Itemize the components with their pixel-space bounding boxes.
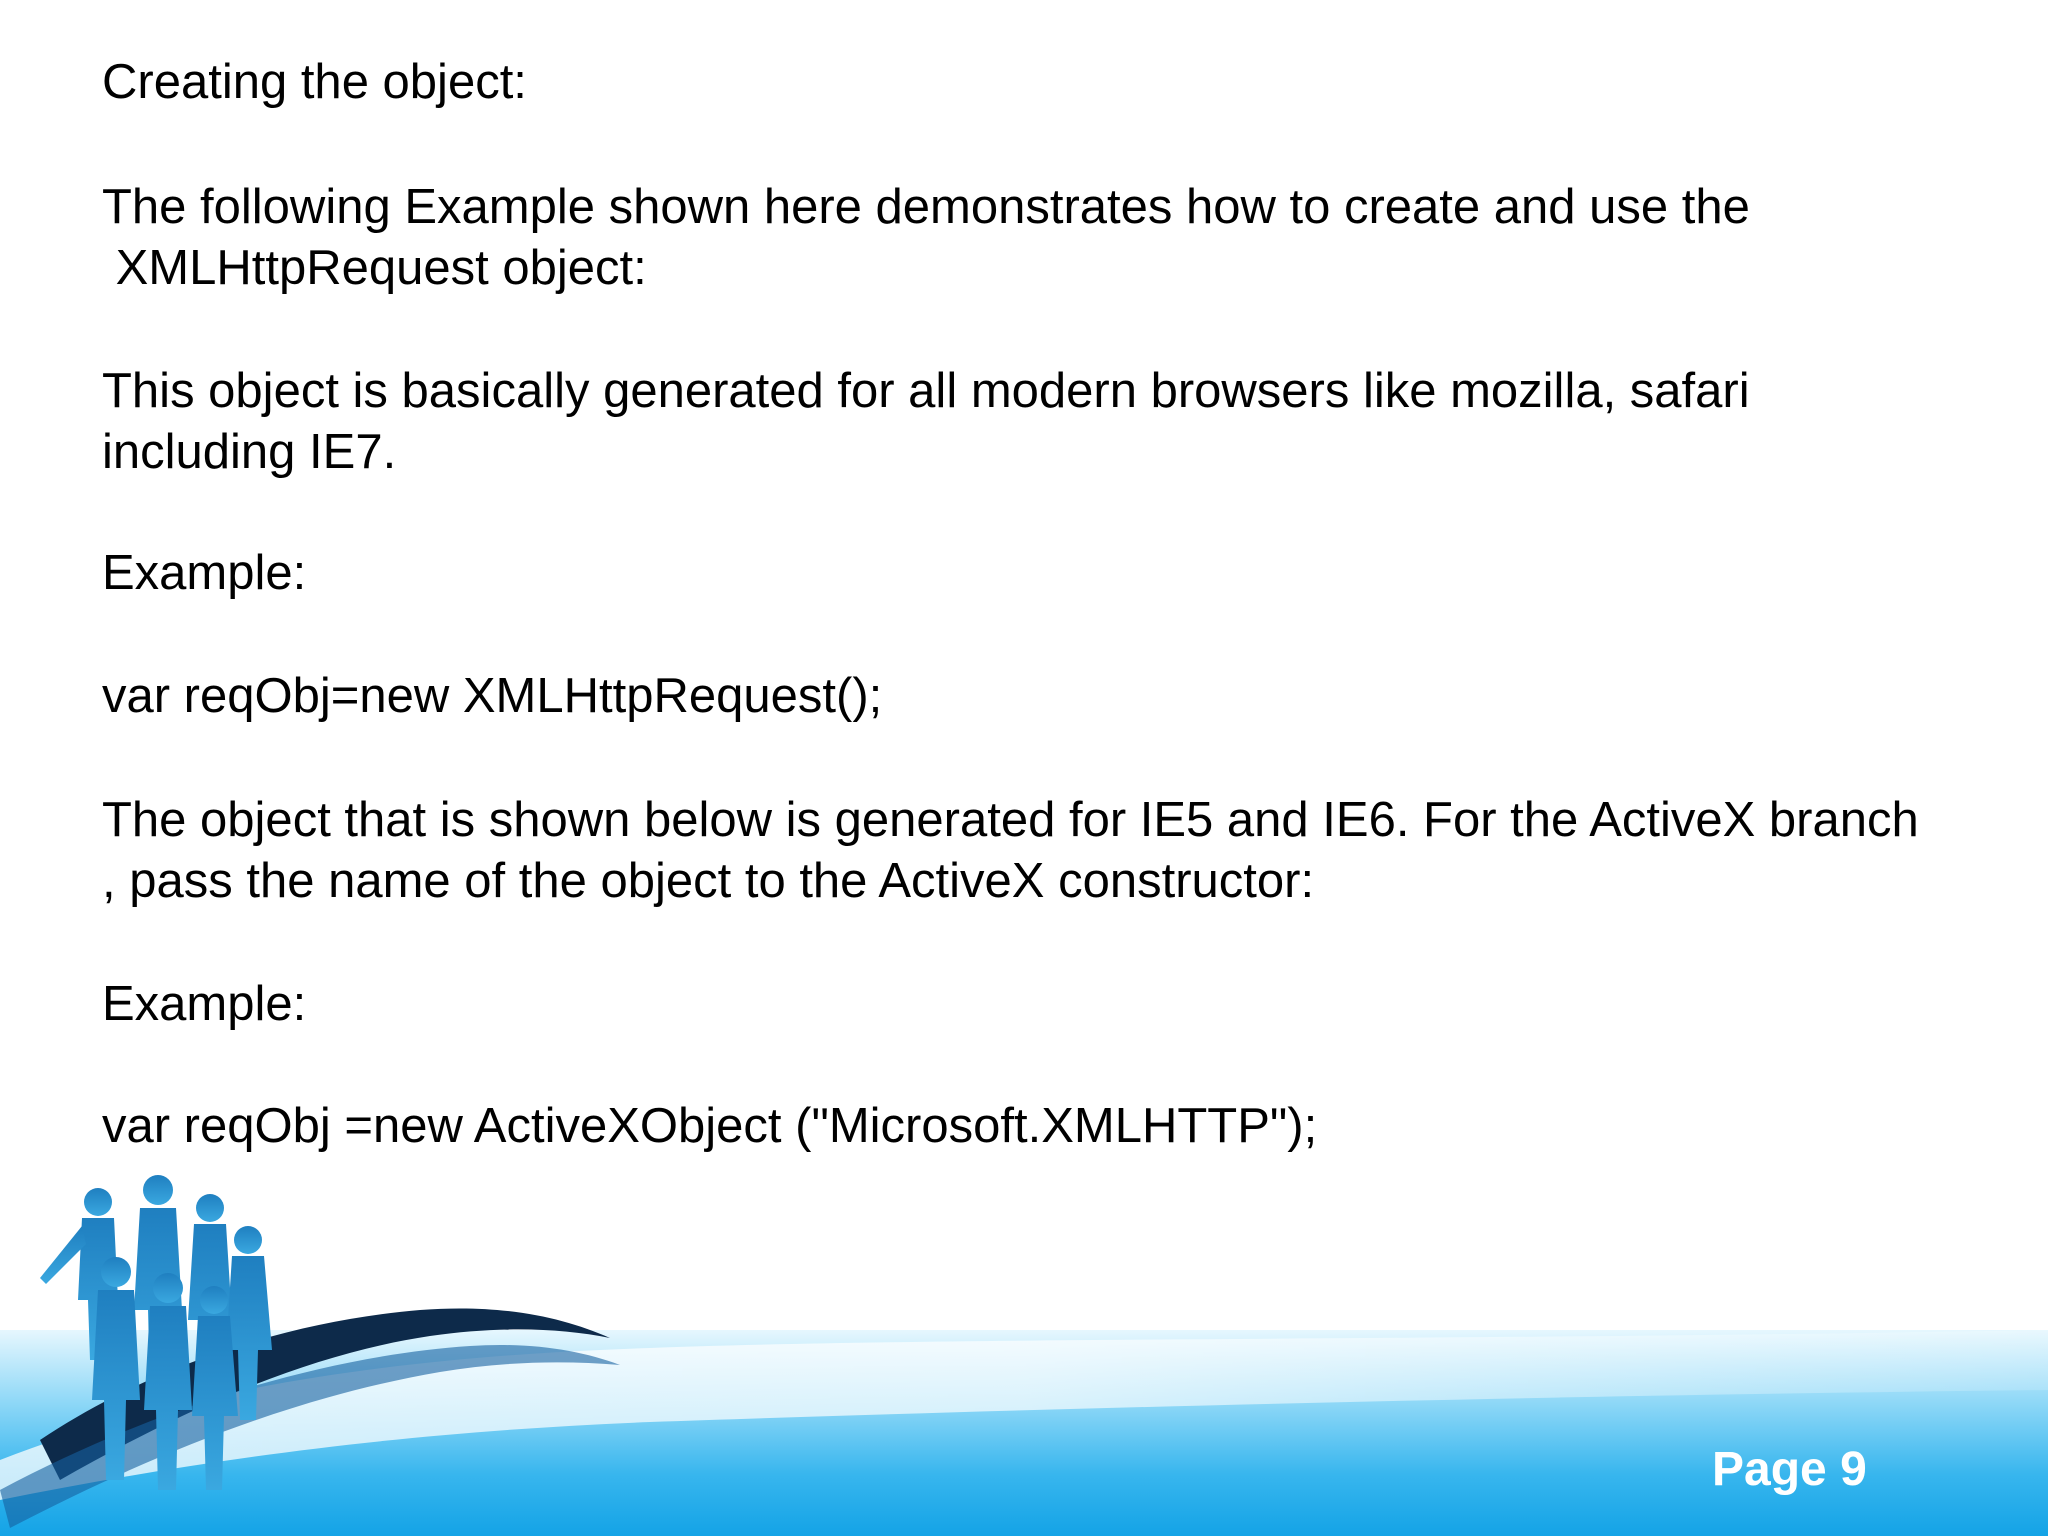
paragraph-line-3: This object is basically generated for all modern browsers like mozilla, safari (102, 364, 1750, 418)
paragraph-line-2: XMLHttpRequest object: (102, 241, 647, 295)
example-label-2: Example: (102, 977, 307, 1031)
code-line-2: var reqObj =new ActiveXObject ("Microsoft.XMLHTTP"); (102, 1099, 1318, 1153)
example-label-1: Example: (102, 546, 307, 600)
paragraph-line-1: The following Example shown here demonstrates how to create and use the (102, 180, 1750, 234)
paragraph-line-4: including IE7. (102, 425, 397, 479)
paragraph-line-6: , pass the name of the object to the ActiveX constructor: (102, 854, 1315, 908)
paragraph-line-5: The object that is shown below is generated for IE5 and IE6. For the ActiveX branch (102, 793, 1919, 847)
code-line-1: var reqObj=new XMLHttpRequest(); (102, 669, 883, 723)
heading-creating-object: Creating the object: (102, 55, 527, 109)
page-number: Page 9 (1712, 1443, 1867, 1496)
